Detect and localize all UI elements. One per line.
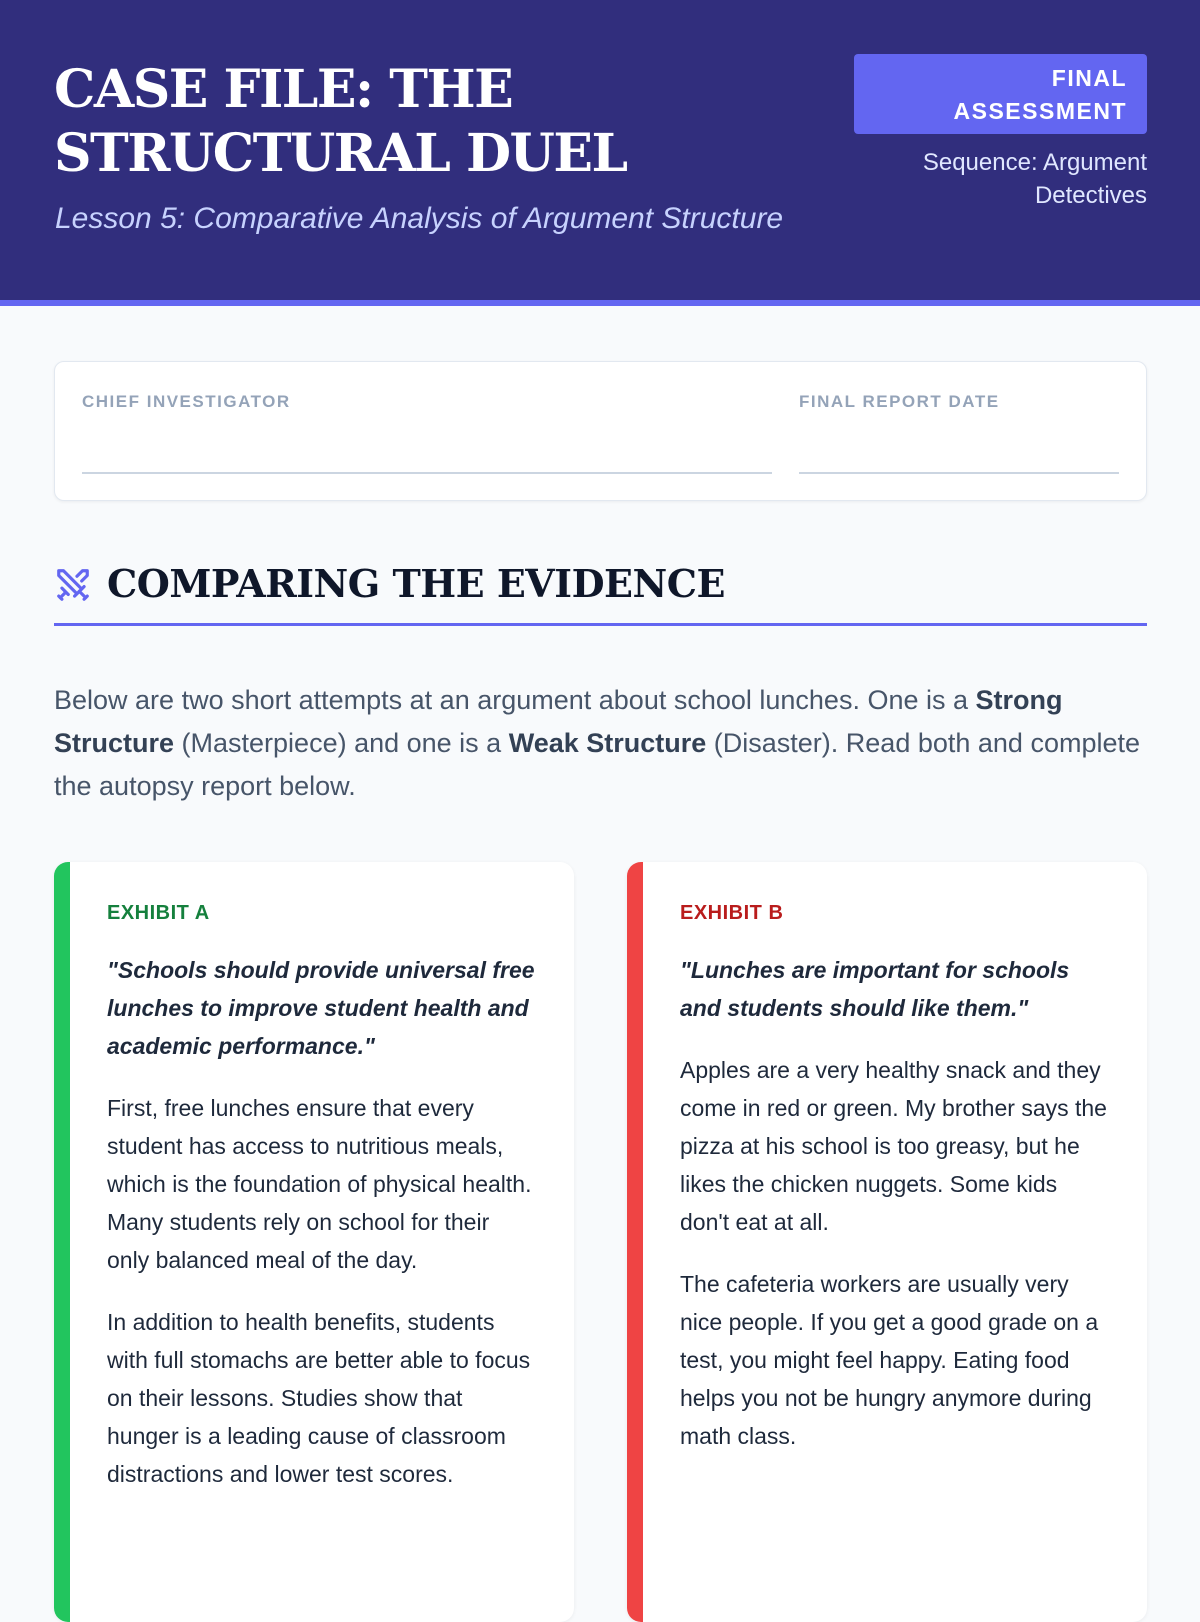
exhibit-b-paragraph: The cafeteria workers are usually very nice people. If you get a good grade on a test, you might feel happy. Eating food helps you not be hungry anymore during math class. xyxy=(680,1271,1099,1449)
investigator-field[interactable] xyxy=(82,472,772,474)
intro-text: (Disaster). Read both and complete the autopsy report below. xyxy=(54,728,1140,801)
lesson-subtitle: Lesson 5: Comparative Analysis of Argument Structure xyxy=(55,202,784,235)
section-header xyxy=(54,554,1147,626)
intro-text: (Masterpiece) and one is a xyxy=(174,728,509,758)
exhibit-b-label: EXHIBIT B xyxy=(680,902,784,924)
sequence-label: Sequence: Argument Detectives xyxy=(922,149,1147,209)
intro-text: Below are two short attempts at an argument about school lunches. One is a xyxy=(54,685,976,715)
exhibit-a-label: EXHIBIT A xyxy=(107,902,210,924)
exhibit-a-claim: "Schools should provide universal free lunches to improve student health and academic performance." xyxy=(107,957,535,1059)
page-header xyxy=(0,0,1200,306)
exhibit-b-paragraph: Apples are a very healthy snack and they come in red or green. My brother says the pizza at his school is too greasy, but he likes the chicken nuggets. Some kids don't eat at all. xyxy=(680,1057,1107,1235)
report-date-field[interactable] xyxy=(799,472,1119,474)
section-title: COMPARING THE EVIDENCE xyxy=(107,561,725,606)
exhibit-a-paragraph: First, free lunches ensure that every student has access to nutritious meals, which is the foundation of physical health. Many students rely on school for their only balanced meal of the day. xyxy=(107,1095,532,1273)
strong-structure-term: Strong Structure xyxy=(54,685,1063,758)
investigator-info-card xyxy=(54,361,1147,501)
investigator-label: CHIEF INVESTIGATOR xyxy=(82,392,291,411)
exhibit-b-claim: "Lunches are important for schools and students should like them." xyxy=(680,957,1070,1021)
page-title: CASE FILE: THE STRUCTURAL DUEL xyxy=(54,59,627,184)
report-date-label: FINAL REPORT DATE xyxy=(799,392,1000,411)
weak-structure-term: Weak Structure xyxy=(508,728,707,758)
exhibit-a-card xyxy=(54,862,574,1622)
exhibit-b-card xyxy=(627,862,1147,1622)
crossed-swords-icon xyxy=(54,566,92,604)
intro-paragraph xyxy=(54,679,1147,808)
exhibit-a-paragraph: In addition to health benefits, students with full stomachs are better able to focus on their lessons. Studies show that hunger is a leading cause of classroom distractions and lower test scores. xyxy=(107,1309,531,1487)
assessment-badge: FINAL ASSESSMENT xyxy=(854,54,1147,134)
exhibit-b-accent-bar xyxy=(627,862,643,1622)
exhibit-a-accent-bar xyxy=(54,862,70,1622)
